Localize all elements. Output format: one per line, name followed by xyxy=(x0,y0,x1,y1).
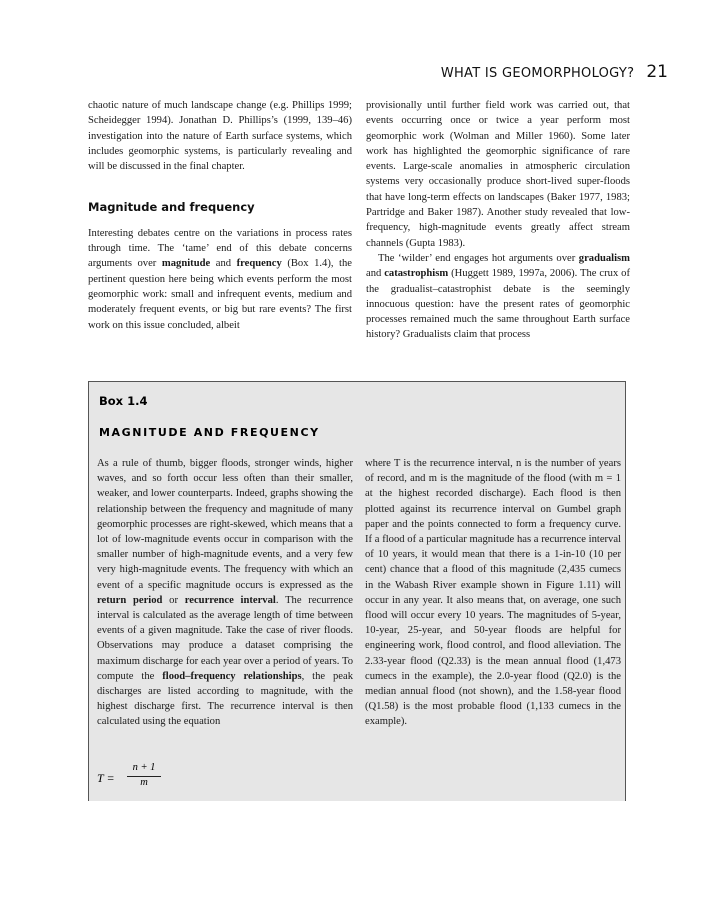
paragraph: Interesting debates centre on the variations in process rates through time. The ‘tame’ end of this debate concerns arguments over magnitude and frequency (Box 1.4), the pertinent question here being which events perform the most geomorphic work: small and infrequent events, medium and moderately frequent events, or big but rare events? The first work on this issue concluded, albeit xyxy=(88,227,353,331)
box-title: MAGNITUDE AND FREQUENCY xyxy=(99,426,320,439)
paragraph: The ‘wilder’ end engages hot arguments over gradualism and catastrophism (Huggett 1989, 1997a, 2006). The crux of the gradualist–catastrophist debate is the seemingly innocuous question: have the present rates of geomorphic processes remained much the same throughout Earth surface history? Gradualists claim that process xyxy=(366,252,630,341)
term-recurrence-interval: recurrence interval xyxy=(184,594,276,606)
equation-numerator: n + 1 xyxy=(132,762,156,773)
term-catastrophism: catastrophism xyxy=(384,268,449,280)
left-column xyxy=(88,98,352,333)
term-gradualism: gradualism xyxy=(578,252,630,264)
right-column xyxy=(366,98,630,343)
equation-lhs: T = xyxy=(97,771,115,785)
chapter-title: WHAT IS GEOMORPHOLOGY? xyxy=(440,66,635,81)
term-frequency: frequency xyxy=(236,258,282,270)
term-magnitude: magnitude xyxy=(161,258,211,270)
box-left-column: As a rule of thumb, bigger floods, stronger winds, higher waves, and so forth occur less often than their smaller, weaker, and lower counterparts. Indeed, graphs showing the relationship between the frequency and magnitude of many geomorphic processes are right-skewed, which means that a lot of low-magnitude events occur in comparison with the smaller number of high-magnitude events, and a very few very high-magnitude events. The frequency with which an event of a specific magnitude occurs is expressed as the return period or recurrence interval. The recurrence interval is calculated as the average length of time between events of a given magnitude. Take the case of river floods. Observations may produce a dataset comprising the maximum discharge for each year over a period of years. To compute the flood–frequency relationships, the peak discharges are listed according to magnitude, with the highest discharge first. The recurrence interval is then calculated using the equation xyxy=(97,458,353,728)
term-return-period: return period xyxy=(97,594,163,606)
page-number: 21 xyxy=(646,62,668,82)
box-label: Box 1.4 xyxy=(99,394,148,408)
box-right-column: where T is the recurrence interval, n is the number of years of record, and m is the magnitude of the flood (with m = 1 at the highest recorded discharge). Each flood is then plotted against its recurrence interval on Gumbel graph paper and the points connected to form a frequency curve. If a flood of a particular magnitude has a recurrence interval of 10 years, it would mean that there is a 1-in-10 (10 per cent) chance that a flood of this magnitude (2,435 cumecs in the Wabash River example shown in Figure 1.11) will occur in any year. It also means that, on average, one such flood will occur every 10 years. The magnitudes of 5-year, 10-year, 25-year, and 50-year floods are helpful for engineering work, flood control, and flood alleviation. The 2.33-year flood (Q2.33) is the mean annual flood (1,473 cumecs in the example), the 2.0-year flood (Q2.0) is the median annual flood (not shown), and the 1.58-year flood (Q1.58) is the most probable flood (1,133 cumecs in the example). xyxy=(365,458,621,728)
equation-denominator: m xyxy=(140,777,148,788)
section-heading: Magnitude and frequency xyxy=(88,200,255,215)
equation-fraction xyxy=(127,762,161,788)
paragraph: chaotic nature of much landscape change (e.g. Phillips 1999; Scheidegger 1994). Jonathan D. Phillips’s (1999, 139–46) investigation into the nature of Earth surface systems, which includes geomorphic systems, is particularly revealing and will be discussed in the final chapter. xyxy=(88,100,352,173)
box-1-4 xyxy=(88,381,626,801)
paragraph: provisionally until further field work was carried out, that events occurring once or twice a year perform most geomorphic work (Wolman and Miller 1960). Some later work has highlighted the geomorphic significance of rare events. Large-scale anomalies in atmospheric circulation systems very occasionally produce short-lived super-floods that have long-term effects on landscapes (Baker 1977, 1983; Partridge and Baker 1987). Another study revealed that low-frequency, high-magnitude events greatly affect stream channels (Gupta 1983). xyxy=(366,100,630,249)
term-flood-frequency: flood–frequency relationships xyxy=(162,670,302,682)
running-head xyxy=(441,62,668,82)
